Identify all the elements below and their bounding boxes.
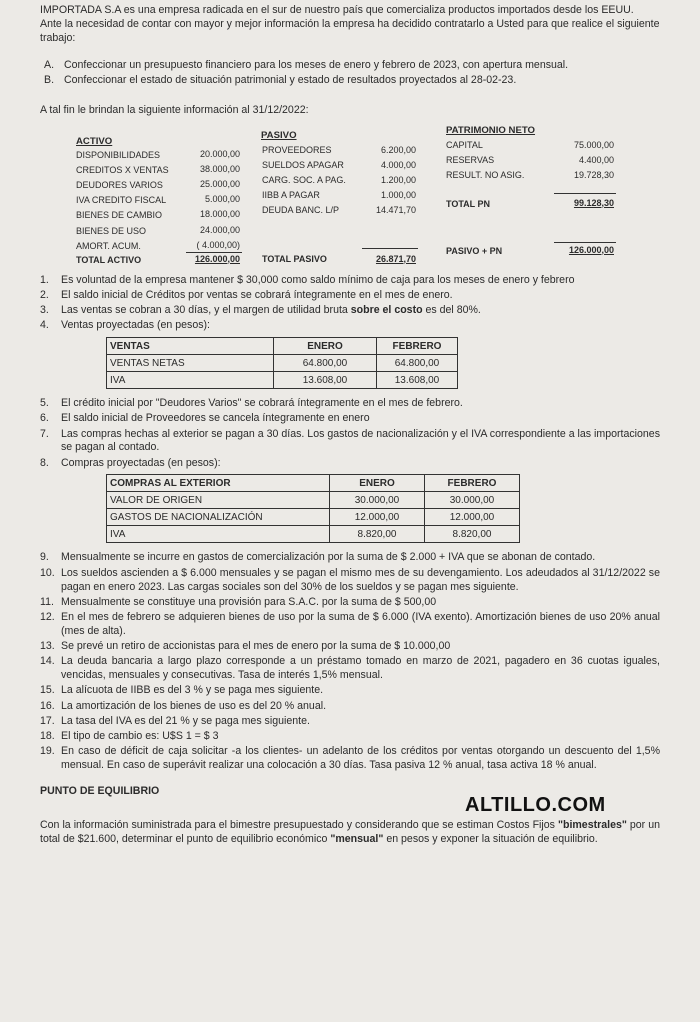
item-number: 5. xyxy=(40,397,49,410)
pasivo-label: SUELDOS APAGAR xyxy=(262,159,344,170)
table-row xyxy=(107,355,458,372)
total-pasivo-value: 26.871,70 xyxy=(375,253,416,264)
info-list-a xyxy=(40,274,660,334)
table-row xyxy=(107,526,520,543)
list-item xyxy=(40,428,660,456)
item-number: 19. xyxy=(40,745,55,758)
table-cell: 12.000,00 xyxy=(330,509,425,526)
total-pasivo-label: TOTAL PASIVO xyxy=(262,253,327,264)
item-text: Los sueldos ascienden a $ 6.000 mensuales y se pagan el mismo mes de su devengamiento. Los adeudados al 31/12/2022 se pagan en enero 2023. Las cargas sociales son del 30% de los sueldos y se pagan mes siguiente. xyxy=(61,566,660,593)
list-item xyxy=(40,745,660,773)
activo-label: AMORT. ACUM. xyxy=(76,240,141,251)
item-text-emphasis: sobre el costo xyxy=(350,304,423,317)
total-activo-value: 126.000,00 xyxy=(194,253,240,264)
item-number: 18. xyxy=(40,730,55,743)
table-header-row xyxy=(107,338,458,355)
item-text: Mensualmente se incurre en gastos de comercialización por la suma de $ 2.000 + IVA que se abonan de contado. xyxy=(61,551,596,564)
item-number: 17. xyxy=(40,714,55,727)
tasks-list xyxy=(44,59,660,88)
item-number: 14. xyxy=(40,655,55,668)
table-row xyxy=(107,372,458,389)
list-item xyxy=(40,684,660,698)
item-text-part: Las ventas se cobran a 30 días, y el margen de utilidad bruta xyxy=(61,304,351,317)
task-mark: A. xyxy=(44,59,55,72)
closing-emphasis: "mensual" xyxy=(330,832,384,845)
list-item xyxy=(40,596,660,610)
pasivo-pn-value: 126.000,00 xyxy=(568,244,614,255)
closing-paragraph xyxy=(40,819,660,847)
pasivo-value: 14.471,70 xyxy=(375,204,416,215)
list-item xyxy=(40,567,660,595)
task-mark: B. xyxy=(44,74,55,87)
list-item xyxy=(40,457,660,471)
closing-text-part: en pesos y exponer la situación de equilibrio. xyxy=(383,832,598,845)
sales-table xyxy=(106,337,458,389)
pn-title: PATRIMONIO NETO xyxy=(446,124,536,136)
item-text: Las compras hechas al exterior se pagan a 30 días. Los gastos de nacionalización y el IVA correspondiente a las importaciones se pagan al contado. xyxy=(61,427,660,454)
item-number: 8. xyxy=(40,456,49,469)
info-list-b xyxy=(40,397,660,470)
item-text: El tipo de cambio es: U$S 1 = $ 3 xyxy=(61,730,219,743)
list-item xyxy=(40,730,660,744)
list-item xyxy=(40,274,660,288)
activo-value: 24.000,00 xyxy=(199,224,240,235)
table-header: FEBRERO xyxy=(377,338,458,355)
closing-emphasis: "bimestrales" xyxy=(557,818,627,831)
total-pn-label: TOTAL PN xyxy=(446,198,491,209)
list-item xyxy=(40,551,660,565)
table-cell: IVA xyxy=(107,526,330,543)
item-number: 4. xyxy=(40,319,49,332)
item-text-part: es del 80%. xyxy=(422,304,481,317)
item-number: 10. xyxy=(40,566,55,579)
closing-text-part: Con la información suministrada para el bimestre presupuestado y considerando que se estiman Costos Fijos xyxy=(40,818,558,831)
item-text: El crédito inicial por "Deudores Varios" se cobrará íntegramente en el mes de febrero. xyxy=(61,397,463,410)
item-number: 15. xyxy=(40,684,55,697)
pn-label: RESERVAS xyxy=(446,154,495,165)
item-number: 7. xyxy=(40,427,49,440)
total-pn-value: 99.128,30 xyxy=(573,197,614,208)
item-text: Compras proyectadas (en pesos): xyxy=(61,456,221,469)
intro-paragraph-2: Ante la necesidad de contar con mayor y mejor información la empresa ha decidido contratarlo a Usted para que realice el siguiente trabajo: xyxy=(40,17,660,44)
activo-label: CREDITOS X VENTAS xyxy=(76,164,169,175)
item-text: Se prevé un retiro de accionistas para el mes de enero por la suma de $ 10.000,00 xyxy=(61,640,451,653)
table-row xyxy=(107,509,520,526)
table-cell: GASTOS DE NACIONALIZACIÓN xyxy=(107,509,330,526)
given-intro: A tal fin le brindan la siguiente información al 31/12/2022: xyxy=(40,103,309,116)
table-cell: IVA xyxy=(107,372,274,389)
pasivo-value: 4.000,00 xyxy=(380,159,416,170)
pn-value: 75.000,00 xyxy=(573,139,614,150)
task-text: Confeccionar un presupuesto financiero para los meses de enero y febrero de 2023, con apertura mensual. xyxy=(64,59,569,72)
item-text: La amortización de los bienes de uso es del 20 % anual. xyxy=(61,699,327,712)
list-item xyxy=(40,289,660,303)
pn-value: 4.400,00 xyxy=(578,154,614,165)
pasivo-pn-label: PASIVO + PN xyxy=(446,245,503,256)
list-item xyxy=(40,611,660,639)
pasivo-label: CARG. SOC. A PAG. xyxy=(262,174,346,185)
activo-value: 25.000,00 xyxy=(199,178,240,189)
item-number: 1. xyxy=(40,273,49,286)
table-header: FEBRERO xyxy=(425,475,520,492)
table-header: VENTAS xyxy=(107,338,274,355)
activo-value: 20.000,00 xyxy=(199,148,240,159)
info-list-c xyxy=(40,551,660,772)
table-row xyxy=(107,492,520,509)
pn-rule xyxy=(554,193,616,194)
task-item xyxy=(44,59,660,73)
item-number: 16. xyxy=(40,699,55,712)
pasivo-value: 1.000,00 xyxy=(380,189,416,200)
item-number: 11. xyxy=(40,595,54,608)
altillo-watermark: ALTILLO.COM xyxy=(465,794,606,816)
list-item xyxy=(40,304,660,318)
list-item xyxy=(40,715,660,729)
table-cell: 8.820,00 xyxy=(330,526,425,543)
table-cell: 12.000,00 xyxy=(425,509,520,526)
table-cell: VALOR DE ORIGEN xyxy=(107,492,330,509)
activo-label: IVA CREDITO FISCAL xyxy=(76,194,167,205)
item-text xyxy=(61,304,660,318)
item-text: La deuda bancaria a largo plazo corresponde a un préstamo tomado en marzo de 2021, pagadero en 36 cuotas iguales, vencidas, mensuales y consecutivas. Tasa de interés 1,5% mensual. xyxy=(61,655,660,682)
pasivo-value: 1.200,00 xyxy=(380,174,416,185)
pasivo-pn-rule xyxy=(554,242,616,243)
table-cell: 64.800,00 xyxy=(274,355,377,372)
list-item xyxy=(40,640,660,654)
activo-label: DEUDORES VARIOS xyxy=(76,179,163,190)
task-item xyxy=(44,74,660,88)
activo-value: 38.000,00 xyxy=(199,163,240,174)
table-header: ENERO xyxy=(330,475,425,492)
table-header: ENERO xyxy=(274,338,377,355)
item-text: En el mes de febrero se adquieren bienes de uso por la suma de $ 6.000 (IVA exento). Amortización bienes de uso 20% anual (mes de alta). xyxy=(61,611,660,637)
pn-value: 19.728,30 xyxy=(573,169,614,180)
closing-text-part: por un total de $21.600, determinar el punto de equilibrio económico xyxy=(40,818,660,845)
item-text: Ventas proyectadas (en pesos): xyxy=(61,319,210,332)
item-number: 9. xyxy=(40,551,49,564)
list-item xyxy=(40,397,660,411)
pasivo-value: 6.200,00 xyxy=(380,144,416,155)
item-text: Mensualmente se constituye una provisión para S.A.C. por la suma de $ 500,00 xyxy=(61,595,437,608)
item-text: Es voluntad de la empresa mantener $ 30,000 como saldo mínimo de caja para los meses de enero y febrero xyxy=(61,273,575,286)
pasivo-label: DEUDA BANC. L/P xyxy=(262,204,340,215)
list-item xyxy=(40,655,660,683)
activo-label: DISPONIBILIDADES xyxy=(76,149,161,160)
item-text: El saldo inicial de Créditos por ventas se cobrará íntegramente en el mes de enero. xyxy=(61,288,453,301)
item-text: La alícuota de IIBB es del 3 % y se paga mes siguiente. xyxy=(61,684,324,697)
item-text: El saldo inicial de Proveedores se cancela íntegramente en enero xyxy=(61,412,370,425)
item-number: 6. xyxy=(40,412,49,425)
table-cell: 64.800,00 xyxy=(377,355,458,372)
activo-value: ( 4.000,00) xyxy=(196,239,240,250)
table-cell: VENTAS NETAS xyxy=(107,355,274,372)
item-number: 2. xyxy=(40,288,49,301)
task-text: Confeccionar el estado de situación patrimonial y estado de resultados proyectados al 28-02-23. xyxy=(64,74,517,87)
activo-value: 5.000,00 xyxy=(204,193,240,204)
intro-paragraph-1: IMPORTADA S.A es una empresa radicada en el sur de nuestro país que comercializa productos importados desde los EEUU. xyxy=(40,4,634,16)
list-item xyxy=(40,700,660,714)
pasivo-label: PROVEEDORES xyxy=(262,144,332,155)
purchases-table xyxy=(106,474,520,543)
pn-label: RESULT. NO ASIG. xyxy=(446,169,525,180)
activo-rule xyxy=(186,252,242,253)
item-number: 3. xyxy=(40,304,49,317)
activo-value: 18.000,00 xyxy=(199,208,240,219)
activo-title: ACTIVO xyxy=(76,135,113,147)
intro xyxy=(40,4,660,45)
item-number: 13. xyxy=(40,640,55,653)
table-header-row xyxy=(107,475,520,492)
total-activo-label: TOTAL ACTIVO xyxy=(76,254,142,265)
list-item xyxy=(40,319,660,333)
table-cell: 13.608,00 xyxy=(274,372,377,389)
balance-sheet xyxy=(40,124,660,274)
table-cell: 13.608,00 xyxy=(377,372,458,389)
item-text: En caso de déficit de caja solicitar -a los clientes- un adelanto de los créditos por ventas otorgando un descuento del 1,5% mensual. En caso de superávit realizar una colocación a 30 días. Tasa pasiva 12 % anual, tasa activa 18 % anual. xyxy=(61,745,660,772)
activo-label: BIENES DE USO xyxy=(76,225,147,236)
table-cell: 8.820,00 xyxy=(425,526,520,543)
section-title: PUNTO DE EQUILIBRIO xyxy=(40,784,160,797)
table-cell: 30.000,00 xyxy=(330,492,425,509)
table-cell: 30.000,00 xyxy=(425,492,520,509)
pn-label: CAPITAL xyxy=(446,139,483,150)
table-header: COMPRAS AL EXTERIOR xyxy=(107,475,330,492)
pasivo-rule xyxy=(362,248,418,249)
list-item xyxy=(40,412,660,426)
item-number: 12. xyxy=(40,611,55,624)
pasivo-title: PASIVO xyxy=(261,129,297,141)
item-text: La tasa del IVA es del 21 % y se paga mes siguiente. xyxy=(61,714,310,727)
pasivo-label: IIBB A PAGAR xyxy=(262,189,320,200)
activo-label: BIENES DE CAMBIO xyxy=(76,209,163,220)
